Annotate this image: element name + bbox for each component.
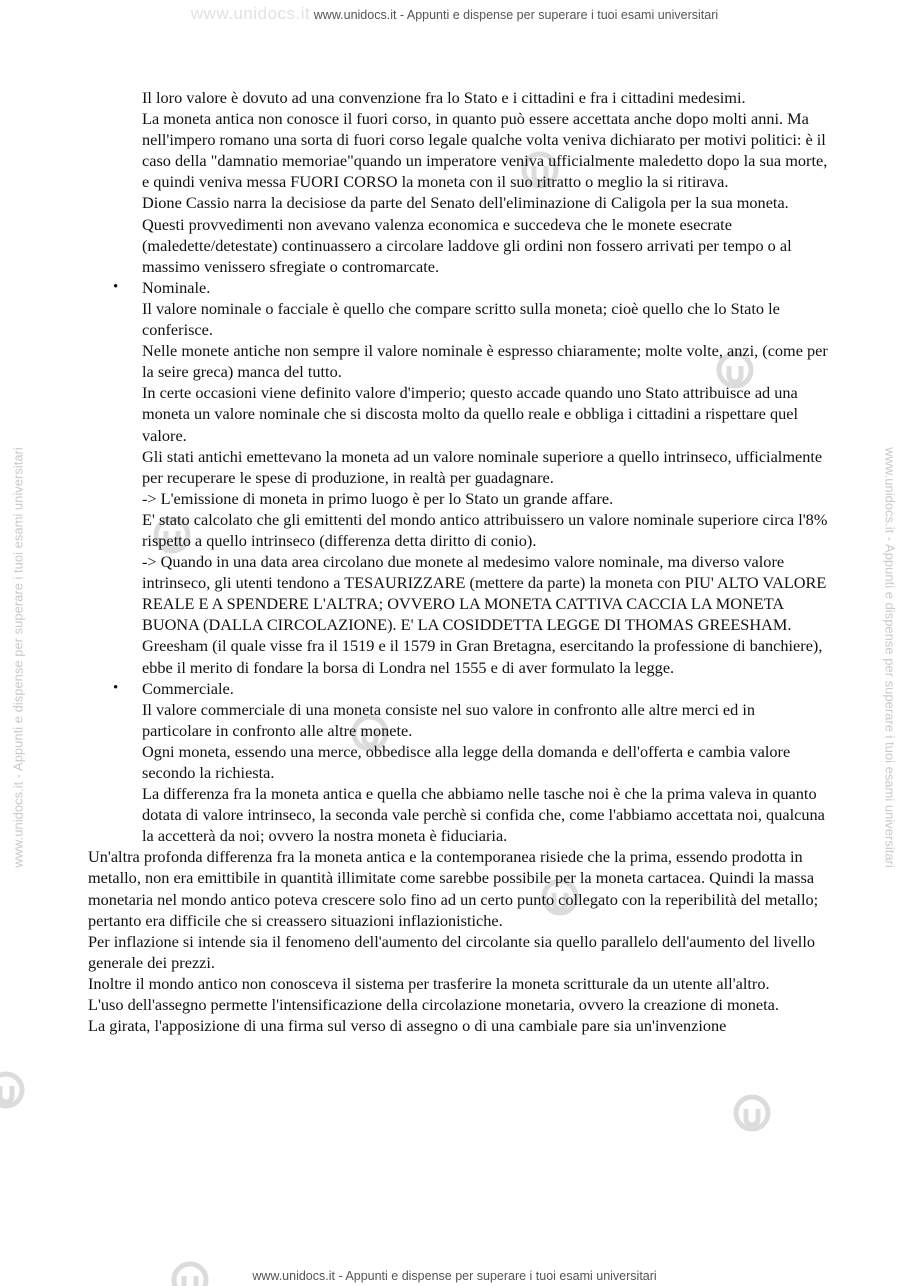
bullet-item-nominale (88, 277, 828, 678)
paragraph: Dione Cassio narra la decisiose da parte del Senato dell'eliminazione di Caligola per la sua moneta. (142, 193, 789, 213)
paragraph: Nelle monete antiche non sempre il valore nominale è espresso chiaramente; molte volte, anzi, (come per la seire greca) manca del tutto. (142, 341, 828, 382)
paragraph: In certe occasioni viene definito valore d'imperio; questo accade quando uno Stato attribuisce ad una moneta un valore nominale che si discosta molto da quello reale e obbliga i cittadini a rispettare quel valore. (142, 383, 799, 445)
paragraph: Questi provvedimenti non avevano valenza economica e succedeva che le monete esecrate (maledette/detestate) continuassero a circolare laddove gli ordini non fossero arrivati per tempo o al massimo venissero sfregiate o contromarcate. (142, 214, 792, 276)
paragraph: E' stato calcolato che gli emittenti del mondo antico attribuissero un valore nominale superiore circa l'8% rispetto a quello intrinseco (differenza detta diritto di conio). (142, 509, 828, 550)
side-watermark-left: www.unidocs.it - Appunti e dispense per superare i tuoi esami universitari (10, 447, 26, 868)
paragraph: Il loro valore è dovuto ad una convenzione fra lo Stato e i cittadini e fra i cittadini medesimi. (142, 88, 746, 107)
paragraph: Per inflazione si intende sia il fenomeno dell'aumento del circolante sia quello parallelo dell'aumento del livello generale dei prezzi. (88, 931, 815, 972)
watermark-logo-icon (0, 1074, 22, 1106)
bullet-icon: • (113, 278, 119, 295)
paragraph: La differenza fra la moneta antica e quella che abbiamo nelle tasche noi è che la prima valeva in quanto dotata di valore intrinseco, la seconda vale perchè si confida che, come l'abbiamo accettata noi, qualcuna la accetterà da noi; ovvero la nostra moneta è fiduciaria. (142, 784, 825, 846)
paragraph: Greesham (il quale visse fra il 1519 e il 1579 in Gran Bretagna, esercitando la professione di banchiere), ebbe il merito di fondare la borsa di Londra nel 1555 e di aver formulato la legge. (142, 636, 823, 677)
paragraph: La girata, l'apposizione di una firma sul verso di assegno o di una cambiale pare sia un'invenzione (88, 1016, 727, 1036)
page-header (0, 4, 909, 24)
intro-block (88, 87, 828, 277)
paragraph: Gli stati antichi emettevano la moneta ad un valore nominale superiore a quello intrinseco, ufficialmente per recuperare le spese di produzione, in realtà per guadagnare. (142, 446, 823, 487)
bullet-item-commerciale (88, 678, 828, 847)
document-body (88, 87, 828, 1036)
paragraph: L'uso dell'assegno permette l'intensificazione della circolazione monetaria, ovvero la creazione di moneta. (88, 995, 779, 1015)
paragraph: Ogni moneta, essendo una merce, obbedisce alla legge della domanda e dell'offerta e cambia valore secondo la richiesta. (142, 741, 791, 782)
paragraph: La moneta antica non conosce il fuori corso, in quanto può essere accettata anche dopo molti anni. Ma nell'impero romano una sorta di fuori corso legale qualche volta veniva dichiarato per motivi politici: è il caso della "damnatio memoriae"quando un imperatore veniva ufficialmente maledetto dopo la sua morte, e quindi veniva messa FUORI CORSO la moneta con il suo ritratto o meglio la si ritirava. (142, 109, 828, 192)
paragraph: Un'altra profonda differenza fra la moneta antica e la contemporanea risiede che la prima, essendo prodotta in metallo, non era emittibile in quantità illimitate come sarebbe possibile per la moneta cartacea. Quindi la massa monetaria nel mondo antico poteva crescere solo fino ad un certo punto collegato con la reperibilità del metallo; pertanto era difficile che si creassero situazioni inflazionistiche. (88, 847, 819, 930)
bullet-title: Commerciale. (142, 678, 234, 698)
header-ghost-url: www.unidocs.it (190, 4, 311, 23)
bullet-title: Nominale. (142, 277, 211, 297)
side-watermark-right: www.unidocs.it - Appunti e dispense per superare i tuoi esami universitari (882, 447, 898, 868)
page-footer (0, 1269, 909, 1283)
paragraph: -> Quando in una data area circolano due monete al medesimo valore nominale, ma diverso valore intrinseco, gli utenti tendono a TESAURIZZARE (mettere da parte) la moneta con PIU' ALTO VALORE REALE E A SPENDERE L'ALTRA; OVVERO LA MONETA CATTIVA CACCIA LA MONETA BUONA (DALLA CIRCOLAZIONE). E' LA COSIDDETTA LEGGE DI THOMAS GREESHAM. (142, 552, 827, 635)
watermark-logo-icon (736, 1097, 768, 1129)
paragraph: Il valore commerciale di una moneta consiste nel suo valore in confronto alle altre merci ed in particolare in confronto alle altre monete. (142, 699, 756, 740)
header-tagline[interactable]: www.unidocs.it - Appunti e dispense per superare i tuoi esami universitari (313, 8, 719, 22)
bullet-icon: • (113, 679, 119, 696)
paragraph: Inoltre il mondo antico non conosceva il sistema per trasferire la moneta scritturale da un utente all'altro. (88, 973, 770, 993)
paragraph: -> L'emissione di moneta in primo luogo è per lo Stato un grande affare. (142, 488, 614, 508)
paragraph: Il valore nominale o facciale è quello che compare scritto sulla moneta; cioè quello che lo Stato le conferisce. (142, 298, 780, 340)
footer-tagline[interactable]: www.unidocs.it - Appunti e dispense per superare i tuoi esami universitari (252, 1269, 657, 1283)
body-block (88, 846, 828, 1036)
